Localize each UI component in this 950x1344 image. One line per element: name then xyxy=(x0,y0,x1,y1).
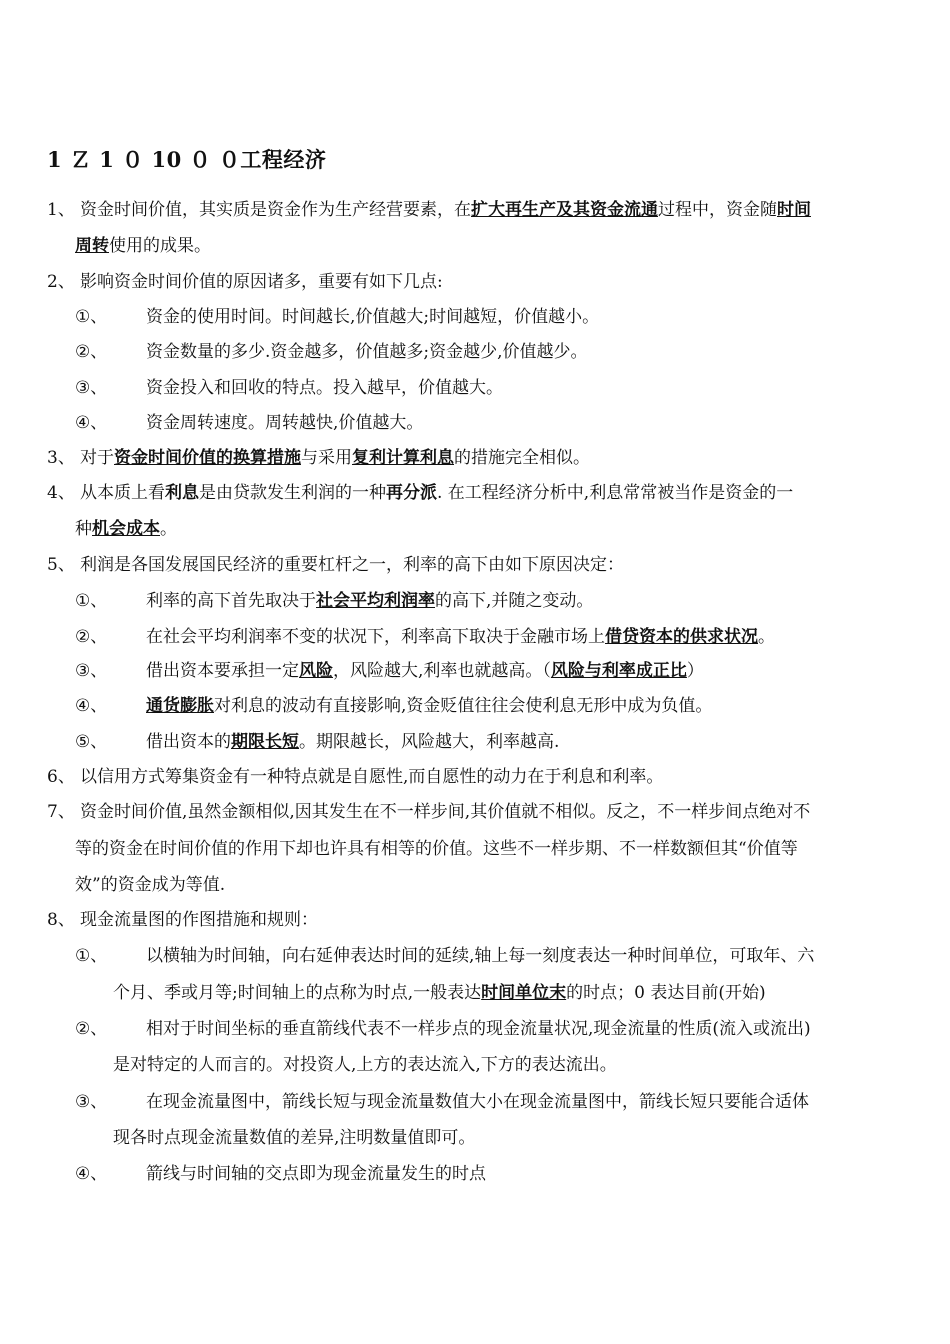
sub-number: ⑤、 xyxy=(75,732,108,752)
sub-text: 借出资本要承担一定风险，风险越大,利率也就越高。（风险与利率成正比） xyxy=(146,661,704,681)
sub-line-1: 在现金流量图中，箭线长短与现金流量数值大小在现金流量图中，箭线长短只要能合适体 xyxy=(146,1092,809,1112)
item-4-line-2: 种机会成本。 xyxy=(75,519,177,539)
sub-number: ②、 xyxy=(75,1019,108,1039)
item-1-line-2: 周转使用的成果。 xyxy=(75,236,211,256)
item-number: 3、 xyxy=(47,448,75,468)
sub-number: ③、 xyxy=(75,378,108,398)
item-number: 8、 xyxy=(47,910,75,930)
item-number: 7、 xyxy=(47,802,75,822)
item-number: 4、 xyxy=(47,483,75,503)
item-number: 1、 xyxy=(47,200,75,220)
sub-text: 资金的使用时间。时间越长,价值越大;时间越短，价值越小。 xyxy=(146,307,600,327)
sub-number: ③、 xyxy=(75,661,108,681)
item-7-line-2: 等的资金在时间价值的作用下却也许具有相等的价值。这些不一样步期、不一样数额但其“价值等 xyxy=(75,839,798,859)
sub-line-1: 相对于时间坐标的垂直箭线代表不一样步点的现金流量状况,现金流量的性质(流入或流出) xyxy=(146,1019,811,1039)
sub-text: 资金数量的多少.资金越多，价值越多;资金越少,价值越少。 xyxy=(146,342,588,362)
sub-text: 资金投入和回收的特点。投入越早，价值越大。 xyxy=(146,378,503,398)
sub-number: ②、 xyxy=(75,342,108,362)
item-number: 2、 xyxy=(47,272,75,292)
sub-number: ④、 xyxy=(75,413,108,433)
sub-number: ②、 xyxy=(75,627,108,647)
sub-number: ④、 xyxy=(75,1164,108,1184)
item-number: 5、 xyxy=(47,555,75,575)
sub-number: ①、 xyxy=(75,591,108,611)
sub-text: 借出资本的期限长短。期限越长，风险越大，利率越高. xyxy=(146,732,560,752)
sub-text: 箭线与时间轴的交点即为现金流量发生的时点 xyxy=(146,1164,486,1184)
item-7-line-3: 效”的资金成为等值. xyxy=(75,875,226,895)
item-2-text: 影响资金时间价值的原因诸多，重要有如下几点: xyxy=(80,272,443,292)
sub-number: ①、 xyxy=(75,307,108,327)
document-title: 1 Ｚ 1 ０ 10 ０ ０工程经济 xyxy=(47,147,327,172)
sub-line-2: 个月、季或月等;时间轴上的点称为时点,一般表达时间单位末的时点；0 表达目前(开始) xyxy=(113,983,766,1003)
item-1-line-1: 资金时间价值，其实质是资金作为生产经营要素，在扩大再生产及其资金流通过程中，资金随时间 xyxy=(80,200,811,220)
sub-text: 在社会平均利润率不变的状况下，利率高下取决于金融市场上借贷资本的供求状况。 xyxy=(146,627,775,647)
sub-text: 资金周转速度。周转越快,价值越大。 xyxy=(146,413,424,433)
sub-text: 通货膨胀对利息的波动有直接影响,资金贬值往往会使利息无形中成为负值。 xyxy=(146,696,713,716)
sub-line-2: 是对特定的人而言的。对投资人,上方的表达流入,下方的表达流出。 xyxy=(113,1055,617,1075)
item-number: 6、 xyxy=(47,767,75,787)
item-4-line-1: 从本质上看利息是由贷款发生利润的一种再分派. 在工程经济分析中,利息常常被当作是资金的一 xyxy=(80,483,794,503)
sub-number: ③、 xyxy=(75,1092,108,1112)
item-6-text: 以信用方式筹集资金有一种特点就是自愿性,而自愿性的动力在于利息和利率。 xyxy=(80,767,664,787)
sub-line-1: 以横轴为时间轴，向右延伸表达时间的延续,轴上每一刻度表达一种时间单位，可取年、六 xyxy=(146,946,815,966)
sub-number: ①、 xyxy=(75,946,108,966)
item-8-text: 现金流量图的作图措施和规则： xyxy=(80,910,318,930)
item-3-text: 对于资金时间价值的换算措施与采用复利计算利息的措施完全相似。 xyxy=(80,448,590,468)
sub-line-2: 现各时点现金流量数值的差异,注明数量值即可。 xyxy=(113,1128,476,1148)
sub-text: 利率的高下首先取决于社会平均利润率的高下,并随之变动。 xyxy=(146,591,594,611)
item-7-line-1: 资金时间价值,虽然金额相似,因其发生在不一样步间,其价值就不相似。反之，不一样步间点绝对不 xyxy=(80,802,811,822)
item-5-text: 利润是各国发展国民经济的重要杠杆之一，利率的高下由如下原因决定： xyxy=(80,555,624,575)
sub-number: ④、 xyxy=(75,696,108,716)
